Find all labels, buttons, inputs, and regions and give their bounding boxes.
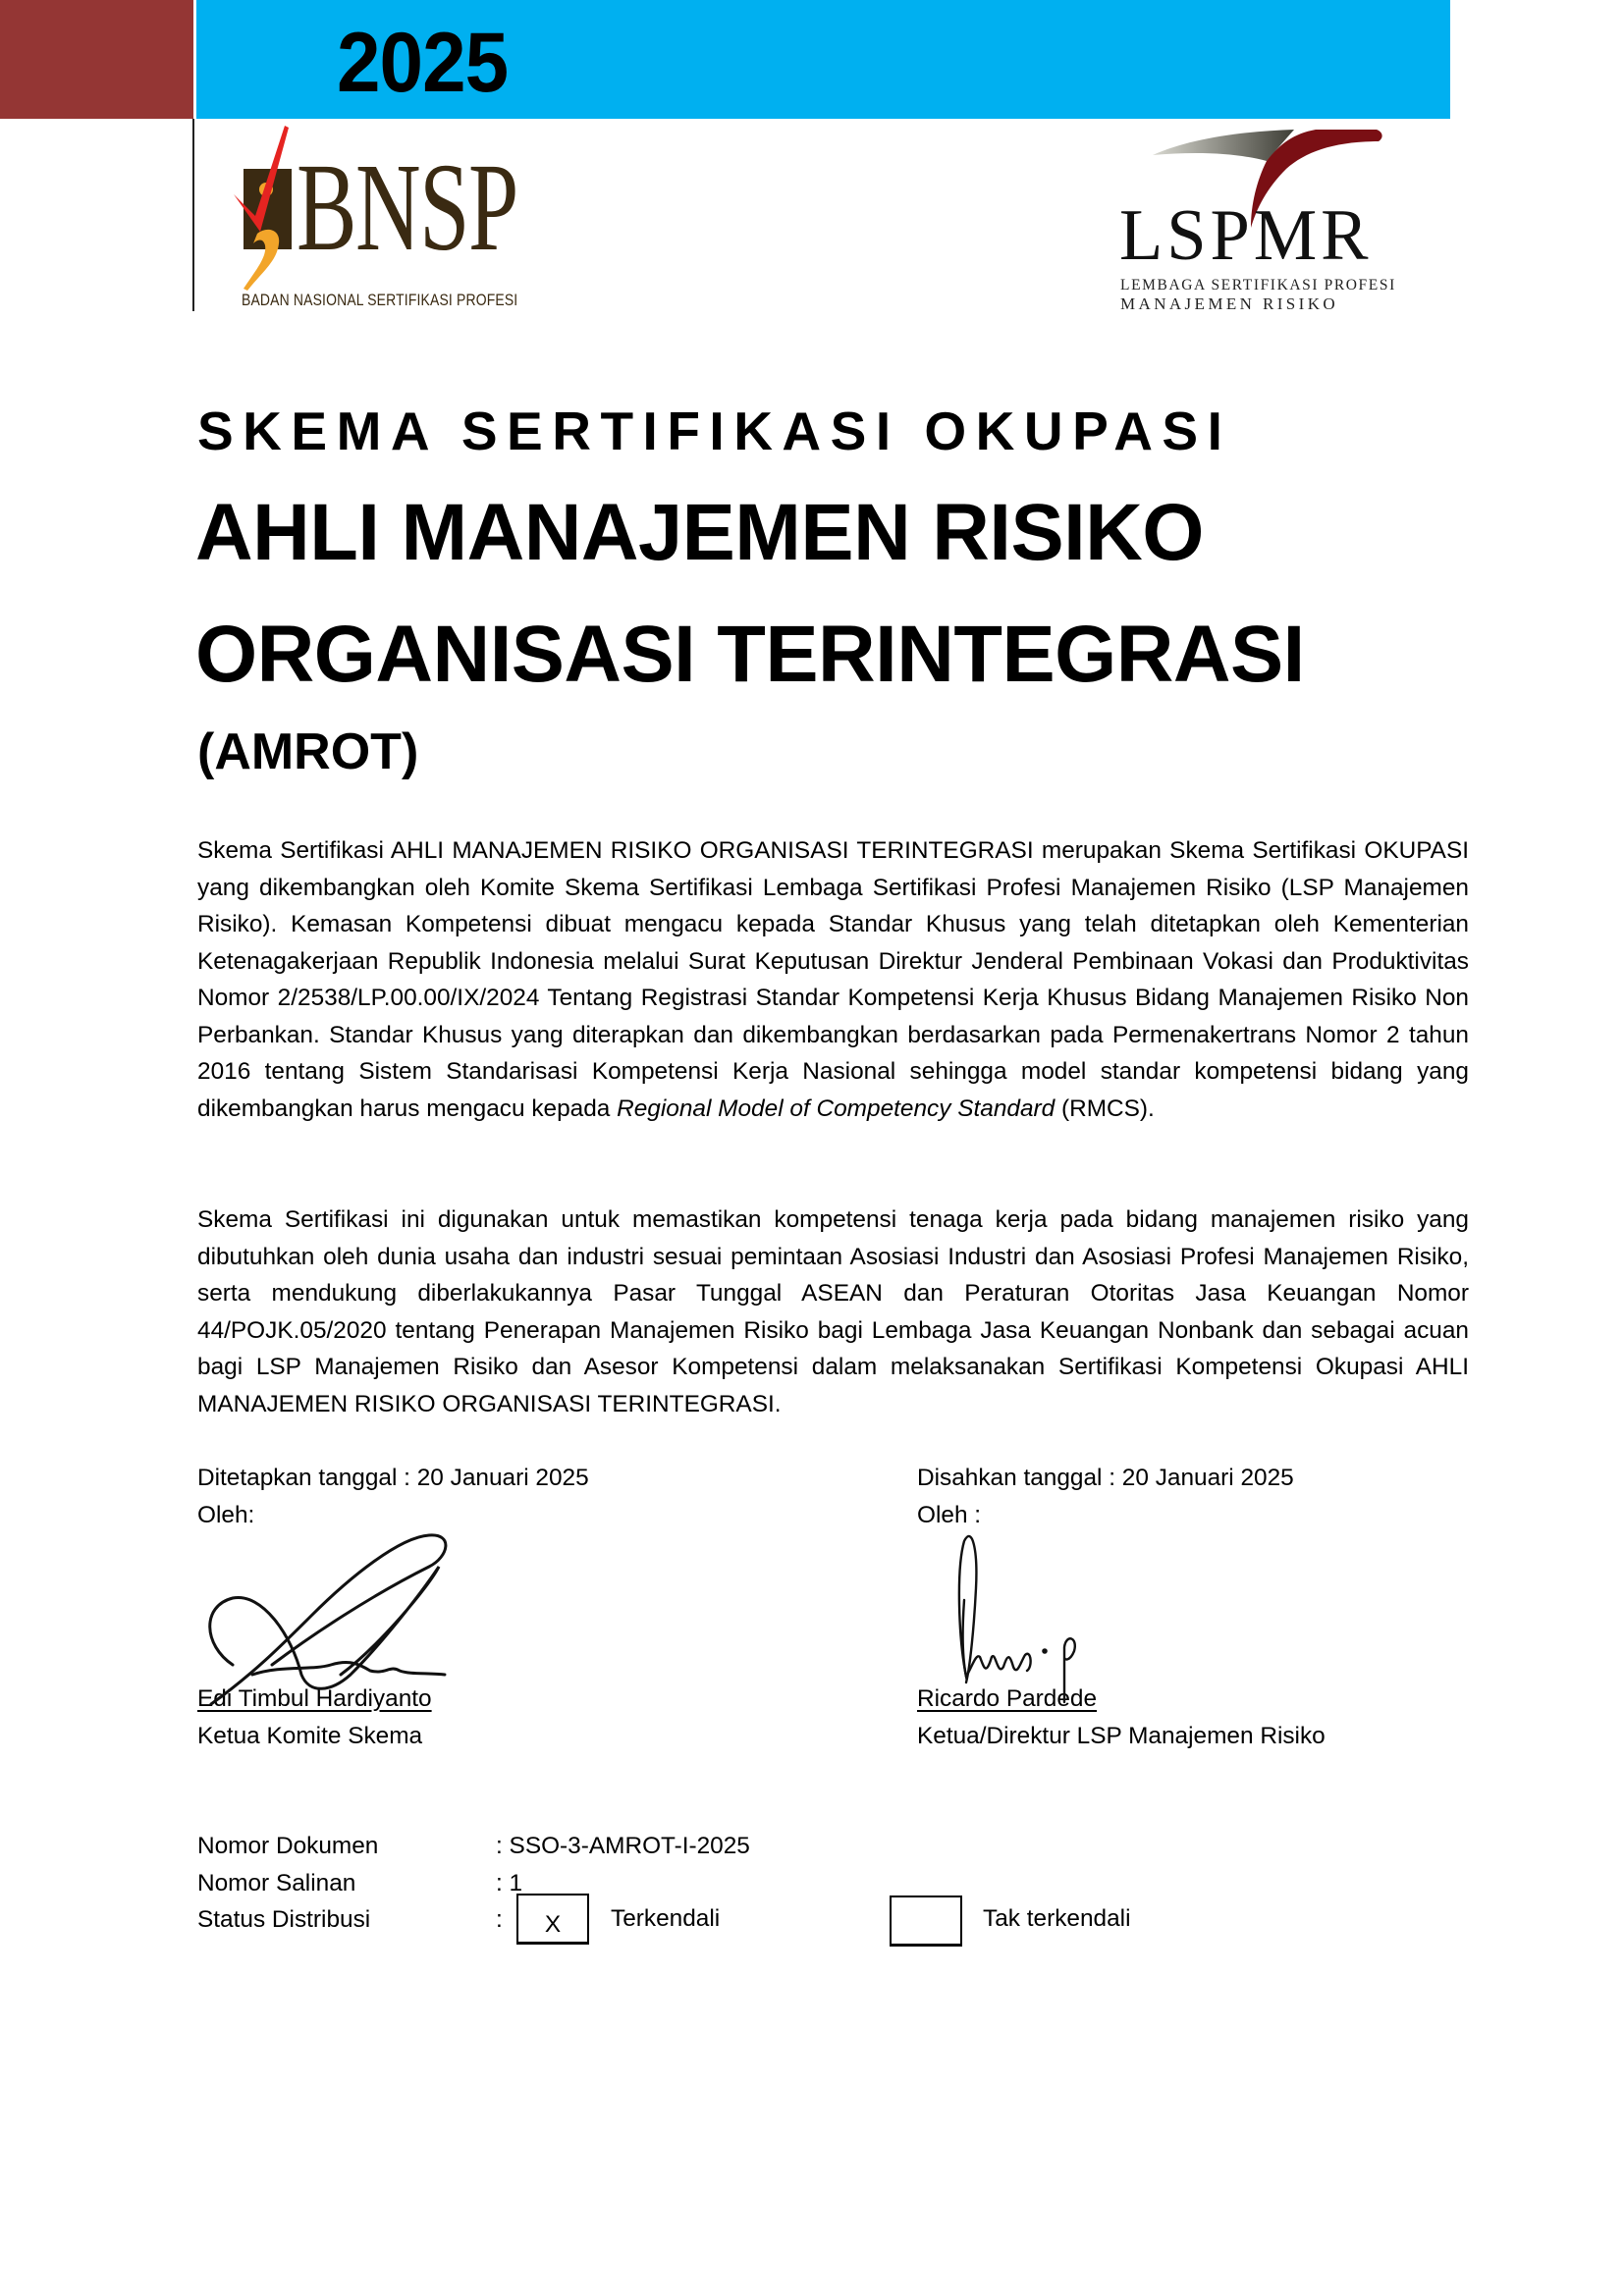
bnsp-wordmark: BNSP: [297, 137, 517, 277]
established-date: Ditetapkan tanggal : 20 Januari 2025: [197, 1465, 589, 1491]
paragraph-1-text: Skema Sertifikasi AHLI MANAJEMEN RISIKO ORGANISASI TERINTEGRASI merupakan Skema Sertifikasi OKUPASI yang dikembangkan oleh Komite Skema Sertifikasi Lembaga Sertifikasi Profesi Manajemen Risiko (LSP Manajemen Risiko). Kemasan Kompetensi dibuat mengacu kepada Standar Khusus yang telah ditetapkan oleh Kementerian Ketenagakerjaan Republik Indonesia melalui Surat Keputusan Direktur Jenderal Pembinaan Vokasi dan Produktivitas Nomor 2/2538/LP.00.00/IX/2024 Tentang Registrasi Standar Kompetensi Kerja Khusus Bidang Manajemen Risiko Non Perbankan. Standar Khusus yang diterapkan dan dikembangkan berdasarkan pada Permenakertrans Nomor 2 tahun 2016 tentang Sistem Standarisasi Kompetensi Kerja Nasional sehingga model standar kompetensi bidang yang dikembangkan harus mengacu kepada: [197, 837, 1469, 1122]
signature-area-left: [197, 1533, 589, 1681]
signatory-name-right: Ricardo Pardede: [917, 1685, 1098, 1712]
signature-edi-icon: [193, 1527, 449, 1714]
header-year: 2025: [337, 16, 509, 110]
paragraph-1-suffix: (RMCS).: [1055, 1095, 1155, 1122]
approved-by-label: Oleh :: [917, 1501, 982, 1528]
copy-number-label: Nomor Salinan: [197, 1869, 356, 1896]
scheme-title-line-2: ORGANISASI TERINTEGRASI: [195, 610, 1305, 699]
copy-number-value: : 1: [496, 1869, 523, 1896]
signature-ricardo-icon: [952, 1529, 1188, 1716]
lspmr-subtitle-1: LEMBAGA SERTIFIKASI PROFESI: [1120, 277, 1396, 294]
signature-block-left: [197, 1460, 589, 1754]
lspmr-subtitle-2: MANAJEMEN RISIKO: [1120, 294, 1339, 313]
lspmr-wordmark: LSPMR: [1119, 195, 1373, 276]
doc-number-value: : SSO-3-AMROT-I-2025: [496, 1833, 750, 1859]
scheme-type-heading: SKEMA SERTIFIKASI OKUPASI: [197, 400, 1232, 461]
approved-date: Disahkan tanggal : 20 Januari 2025: [917, 1465, 1294, 1491]
scheme-abbreviation: (AMROT): [197, 723, 419, 780]
established-by-label: Oleh:: [197, 1501, 255, 1528]
lspmr-logo: [1119, 126, 1453, 322]
scheme-title-line-1: AHLI MANAJEMEN RISIKO: [195, 488, 1204, 577]
signatory-role-right: Ketua/Direktur LSP Manajemen Risiko: [917, 1722, 1326, 1749]
distribution-controlled-label: Terkendali: [611, 1905, 721, 1932]
description-paragraph-1: [197, 832, 1469, 1127]
distribution-status-label: Status Distribusi: [197, 1906, 371, 1933]
distribution-uncontrolled-label: Tak terkendali: [983, 1905, 1131, 1932]
bnsp-logo: [228, 124, 552, 324]
signature-area-right: [917, 1533, 1326, 1681]
doc-number-label: Nomor Dokumen: [197, 1833, 379, 1859]
header-vertical-divider: [192, 119, 194, 311]
signatory-role-left: Ketua Komite Skema: [197, 1722, 423, 1749]
signatory-name-left: Edi Timbul Hardiyanto: [197, 1685, 432, 1712]
signature-block-right: [917, 1460, 1326, 1754]
paragraph-1-italic-term: Regional Model of Competency Standard: [617, 1095, 1056, 1122]
bnsp-subtitle: BADAN NASIONAL SERTIFIKASI PROFESI: [242, 291, 518, 309]
header-accent-red-block: [0, 0, 193, 119]
distribution-uncontrolled-checkbox[interactable]: [890, 1896, 962, 1947]
description-paragraph-2: Skema Sertifikasi ini digunakan untuk memastikan kompetensi tenaga kerja pada bidang manajemen risiko yang dibutuhkan oleh dunia usaha dan industri sesuai pemintaan Asosiasi Industri dan Asosiasi Profesi Manajemen Risiko, serta mendukung diberlakukannya Pasar Tunggal ASEAN dan Peraturan Otoritas Jasa Keuangan Nomor 44/POJK.05/2020 tentang Penerapan Manajemen Risiko bagi Lembaga Jasa Keuangan Nonbank dan sebagai acuan bagi LSP Manajemen Risiko dan Asesor Kompetensi dalam melaksanakan Sertifikasi Kompetensi Okupasi AHLI MANAJEMEN RISIKO ORGANISASI TERINTEGRASI.: [197, 1206, 1469, 1417]
distribution-controlled-checkbox[interactable]: X: [516, 1894, 589, 1945]
distribution-status-colon: :: [496, 1906, 503, 1933]
